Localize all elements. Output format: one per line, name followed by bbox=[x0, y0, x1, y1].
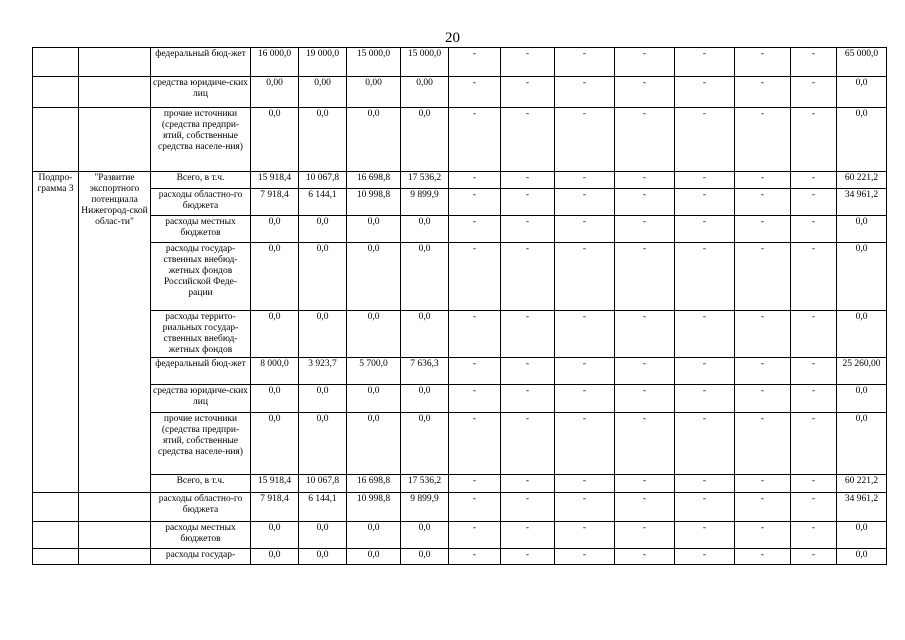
empty-year-cell: - bbox=[735, 385, 791, 413]
year-value-cell: 15 000,0 bbox=[347, 48, 401, 77]
empty-year-cell: - bbox=[555, 108, 615, 172]
empty-year-cell: - bbox=[555, 216, 615, 243]
year-value-cell: 0,0 bbox=[401, 216, 449, 243]
year-value-cell: 10 067,8 bbox=[299, 475, 347, 493]
year-value-cell: 0,0 bbox=[401, 385, 449, 413]
year-value-cell: 0,0 bbox=[347, 108, 401, 172]
empty-year-cell: - bbox=[555, 48, 615, 77]
empty-year-cell: - bbox=[735, 311, 791, 358]
empty-year-cell: - bbox=[615, 48, 675, 77]
page-number: 20 bbox=[445, 30, 460, 46]
empty-year-cell: - bbox=[501, 48, 555, 77]
table-row bbox=[33, 77, 887, 108]
empty-year-cell: - bbox=[449, 413, 501, 475]
program-name-cell bbox=[79, 108, 151, 172]
empty-year-cell: - bbox=[735, 413, 791, 475]
empty-year-cell: - bbox=[675, 493, 735, 522]
program-cell bbox=[33, 522, 79, 549]
empty-year-cell: - bbox=[501, 493, 555, 522]
empty-year-cell: - bbox=[675, 172, 735, 189]
table-row bbox=[33, 216, 887, 243]
program-name-cell bbox=[79, 522, 151, 549]
year-value-cell: 7 918,4 bbox=[251, 189, 299, 216]
empty-year-cell: - bbox=[675, 522, 735, 549]
year-value-cell: 0,0 bbox=[299, 522, 347, 549]
funding-source-cell: Всего, в т.ч. bbox=[151, 172, 251, 189]
table-row bbox=[33, 522, 887, 549]
funding-source-cell: расходы государ- bbox=[151, 549, 251, 565]
table-row bbox=[33, 385, 887, 413]
empty-year-cell: - bbox=[501, 172, 555, 189]
year-value-cell: 17 536,2 bbox=[401, 475, 449, 493]
year-value-cell: 0,0 bbox=[299, 243, 347, 311]
empty-year-cell: - bbox=[555, 549, 615, 565]
year-value-cell: 9 899,9 bbox=[401, 189, 449, 216]
total-cell: 0,0 bbox=[837, 522, 887, 549]
year-value-cell: 0,0 bbox=[299, 413, 347, 475]
empty-year-cell: - bbox=[449, 243, 501, 311]
empty-year-cell: - bbox=[791, 216, 837, 243]
empty-year-cell: - bbox=[735, 243, 791, 311]
year-value-cell: 0,0 bbox=[299, 549, 347, 565]
empty-year-cell: - bbox=[791, 549, 837, 565]
empty-year-cell: - bbox=[501, 475, 555, 493]
empty-year-cell: - bbox=[449, 311, 501, 358]
empty-year-cell: - bbox=[449, 493, 501, 522]
empty-year-cell: - bbox=[555, 522, 615, 549]
table-row bbox=[33, 549, 887, 565]
empty-year-cell: - bbox=[615, 413, 675, 475]
year-value-cell: 0,0 bbox=[401, 549, 449, 565]
total-cell: 34 961,2 bbox=[837, 493, 887, 522]
total-cell: 60 221,2 bbox=[837, 475, 887, 493]
empty-year-cell: - bbox=[735, 48, 791, 77]
program-cell bbox=[33, 493, 79, 522]
empty-year-cell: - bbox=[555, 413, 615, 475]
year-value-cell: 0,0 bbox=[347, 385, 401, 413]
empty-year-cell: - bbox=[675, 385, 735, 413]
year-value-cell: 0,0 bbox=[401, 311, 449, 358]
program-cell: Подпро-грамма 3 bbox=[33, 172, 79, 493]
empty-year-cell: - bbox=[615, 243, 675, 311]
program-name-cell bbox=[79, 493, 151, 522]
empty-year-cell: - bbox=[449, 48, 501, 77]
empty-year-cell: - bbox=[501, 77, 555, 108]
empty-year-cell: - bbox=[615, 172, 675, 189]
year-value-cell: 0,0 bbox=[401, 108, 449, 172]
empty-year-cell: - bbox=[675, 243, 735, 311]
empty-year-cell: - bbox=[791, 172, 837, 189]
empty-year-cell: - bbox=[791, 493, 837, 522]
empty-year-cell: - bbox=[615, 108, 675, 172]
empty-year-cell: - bbox=[675, 189, 735, 216]
empty-year-cell: - bbox=[735, 549, 791, 565]
year-value-cell: 7 636,3 bbox=[401, 358, 449, 385]
empty-year-cell: - bbox=[449, 549, 501, 565]
funding-source-cell: средства юридиче-ских лиц bbox=[151, 77, 251, 108]
empty-year-cell: - bbox=[501, 108, 555, 172]
empty-year-cell: - bbox=[615, 522, 675, 549]
empty-year-cell: - bbox=[791, 522, 837, 549]
year-value-cell: 10 067,8 bbox=[299, 172, 347, 189]
year-value-cell: 0,0 bbox=[401, 413, 449, 475]
total-cell: 0,0 bbox=[837, 216, 887, 243]
year-value-cell: 0,0 bbox=[251, 549, 299, 565]
year-value-cell: 0,0 bbox=[299, 385, 347, 413]
program-cell bbox=[33, 549, 79, 565]
year-value-cell: 7 918,4 bbox=[251, 493, 299, 522]
budget-table bbox=[32, 47, 887, 565]
funding-source-cell: прочие источники (средства предпри-ятий, собственные средства населе-ния) bbox=[151, 413, 251, 475]
empty-year-cell: - bbox=[791, 475, 837, 493]
empty-year-cell: - bbox=[735, 493, 791, 522]
empty-year-cell: - bbox=[615, 475, 675, 493]
empty-year-cell: - bbox=[449, 358, 501, 385]
table-row bbox=[33, 475, 887, 493]
year-value-cell: 0,0 bbox=[251, 385, 299, 413]
empty-year-cell: - bbox=[555, 311, 615, 358]
empty-year-cell: - bbox=[791, 189, 837, 216]
funding-source-cell: расходы государ-ственных внебюд-жетных фондов Российской Феде-рации bbox=[151, 243, 251, 311]
empty-year-cell: - bbox=[555, 358, 615, 385]
funding-source-cell: федеральный бюд-жет bbox=[151, 48, 251, 77]
empty-year-cell: - bbox=[449, 475, 501, 493]
empty-year-cell: - bbox=[735, 522, 791, 549]
table-row bbox=[33, 413, 887, 475]
empty-year-cell: - bbox=[735, 358, 791, 385]
empty-year-cell: - bbox=[675, 311, 735, 358]
year-value-cell: 0,0 bbox=[251, 413, 299, 475]
year-value-cell: 0,00 bbox=[251, 77, 299, 108]
year-value-cell: 15 918,4 bbox=[251, 475, 299, 493]
table-row bbox=[33, 358, 887, 385]
funding-source-cell: федеральный бюд-жет bbox=[151, 358, 251, 385]
year-value-cell: 6 144,1 bbox=[299, 493, 347, 522]
year-value-cell: 16 698,8 bbox=[347, 475, 401, 493]
year-value-cell: 0,0 bbox=[251, 216, 299, 243]
funding-source-cell: расходы местных бюджетов bbox=[151, 216, 251, 243]
total-cell: 0,0 bbox=[837, 385, 887, 413]
program-cell bbox=[33, 108, 79, 172]
year-value-cell: 5 700,0 bbox=[347, 358, 401, 385]
program-cell bbox=[33, 48, 79, 77]
empty-year-cell: - bbox=[735, 189, 791, 216]
table-row bbox=[33, 311, 887, 358]
empty-year-cell: - bbox=[449, 522, 501, 549]
year-value-cell: 9 899,9 bbox=[401, 493, 449, 522]
year-value-cell: 19 000,0 bbox=[299, 48, 347, 77]
year-value-cell: 0,00 bbox=[347, 77, 401, 108]
funding-source-cell: расходы областно-го бюджета bbox=[151, 189, 251, 216]
empty-year-cell: - bbox=[615, 77, 675, 108]
empty-year-cell: - bbox=[555, 475, 615, 493]
total-cell: 0,0 bbox=[837, 311, 887, 358]
year-value-cell: 0,0 bbox=[251, 311, 299, 358]
empty-year-cell: - bbox=[735, 108, 791, 172]
table-row bbox=[33, 172, 887, 189]
year-value-cell: 0,0 bbox=[251, 522, 299, 549]
year-value-cell: 0,0 bbox=[251, 108, 299, 172]
year-value-cell: 16 000,0 bbox=[251, 48, 299, 77]
year-value-cell: 0,0 bbox=[299, 311, 347, 358]
empty-year-cell: - bbox=[449, 108, 501, 172]
empty-year-cell: - bbox=[675, 413, 735, 475]
empty-year-cell: - bbox=[675, 358, 735, 385]
year-value-cell: 0,0 bbox=[299, 216, 347, 243]
empty-year-cell: - bbox=[501, 358, 555, 385]
year-value-cell: 0,0 bbox=[347, 549, 401, 565]
total-cell: 34 961,2 bbox=[837, 189, 887, 216]
year-value-cell: 3 923,7 bbox=[299, 358, 347, 385]
table-row bbox=[33, 243, 887, 311]
year-value-cell: 15 000,0 bbox=[401, 48, 449, 77]
empty-year-cell: - bbox=[501, 522, 555, 549]
empty-year-cell: - bbox=[449, 216, 501, 243]
empty-year-cell: - bbox=[615, 493, 675, 522]
year-value-cell: 0,0 bbox=[299, 108, 347, 172]
empty-year-cell: - bbox=[449, 189, 501, 216]
empty-year-cell: - bbox=[449, 385, 501, 413]
year-value-cell: 0,0 bbox=[251, 243, 299, 311]
empty-year-cell: - bbox=[675, 475, 735, 493]
empty-year-cell: - bbox=[675, 48, 735, 77]
empty-year-cell: - bbox=[791, 48, 837, 77]
total-cell: 60 221,2 bbox=[837, 172, 887, 189]
year-value-cell: 0,00 bbox=[299, 77, 347, 108]
table-row bbox=[33, 48, 887, 77]
funding-source-cell: расходы областно-го бюджета bbox=[151, 493, 251, 522]
year-value-cell: 0,0 bbox=[347, 522, 401, 549]
year-value-cell: 0,0 bbox=[347, 311, 401, 358]
table-row bbox=[33, 108, 887, 172]
empty-year-cell: - bbox=[501, 413, 555, 475]
program-name-cell bbox=[79, 549, 151, 565]
empty-year-cell: - bbox=[501, 311, 555, 358]
empty-year-cell: - bbox=[615, 358, 675, 385]
total-cell: 25 260,00 bbox=[837, 358, 887, 385]
year-value-cell: 6 144,1 bbox=[299, 189, 347, 216]
program-name-cell bbox=[79, 48, 151, 77]
empty-year-cell: - bbox=[735, 475, 791, 493]
year-value-cell: 0,00 bbox=[401, 77, 449, 108]
funding-source-cell: средства юридиче-ских лиц bbox=[151, 385, 251, 413]
empty-year-cell: - bbox=[791, 108, 837, 172]
program-cell bbox=[33, 77, 79, 108]
empty-year-cell: - bbox=[735, 216, 791, 243]
empty-year-cell: - bbox=[791, 243, 837, 311]
empty-year-cell: - bbox=[555, 77, 615, 108]
empty-year-cell: - bbox=[555, 493, 615, 522]
year-value-cell: 0,0 bbox=[347, 413, 401, 475]
total-cell: 65 000,0 bbox=[837, 48, 887, 77]
empty-year-cell: - bbox=[501, 243, 555, 311]
year-value-cell: 0,0 bbox=[347, 243, 401, 311]
empty-year-cell: - bbox=[449, 77, 501, 108]
table-row bbox=[33, 189, 887, 216]
year-value-cell: 16 698,8 bbox=[347, 172, 401, 189]
total-cell: 0,0 bbox=[837, 413, 887, 475]
table-row bbox=[33, 493, 887, 522]
year-value-cell: 0,0 bbox=[347, 216, 401, 243]
empty-year-cell: - bbox=[791, 385, 837, 413]
total-cell: 0,0 bbox=[837, 549, 887, 565]
empty-year-cell: - bbox=[501, 385, 555, 413]
empty-year-cell: - bbox=[675, 108, 735, 172]
empty-year-cell: - bbox=[449, 172, 501, 189]
empty-year-cell: - bbox=[791, 413, 837, 475]
empty-year-cell: - bbox=[791, 358, 837, 385]
year-value-cell: 8 000,0 bbox=[251, 358, 299, 385]
program-name-cell: "Развитие экспортного потенциала Нижегород-ской облас-ти" bbox=[79, 172, 151, 493]
total-cell: 0,0 bbox=[837, 77, 887, 108]
empty-year-cell: - bbox=[555, 189, 615, 216]
year-value-cell: 0,0 bbox=[401, 243, 449, 311]
year-value-cell: 15 918,4 bbox=[251, 172, 299, 189]
year-value-cell: 0,0 bbox=[401, 522, 449, 549]
empty-year-cell: - bbox=[615, 216, 675, 243]
empty-year-cell: - bbox=[791, 77, 837, 108]
empty-year-cell: - bbox=[615, 385, 675, 413]
empty-year-cell: - bbox=[615, 311, 675, 358]
empty-year-cell: - bbox=[675, 216, 735, 243]
empty-year-cell: - bbox=[735, 172, 791, 189]
year-value-cell: 10 998,8 bbox=[347, 189, 401, 216]
empty-year-cell: - bbox=[735, 77, 791, 108]
year-value-cell: 10 998,8 bbox=[347, 493, 401, 522]
empty-year-cell: - bbox=[501, 189, 555, 216]
program-name-cell bbox=[79, 77, 151, 108]
empty-year-cell: - bbox=[555, 243, 615, 311]
empty-year-cell: - bbox=[675, 549, 735, 565]
empty-year-cell: - bbox=[555, 385, 615, 413]
year-value-cell: 17 536,2 bbox=[401, 172, 449, 189]
funding-source-cell: расходы террито-риальных государ-ственных внебюд-жетных фондов bbox=[151, 311, 251, 358]
empty-year-cell: - bbox=[615, 189, 675, 216]
empty-year-cell: - bbox=[615, 549, 675, 565]
empty-year-cell: - bbox=[791, 311, 837, 358]
funding-source-cell: расходы местных бюджетов bbox=[151, 522, 251, 549]
total-cell: 0,0 bbox=[837, 108, 887, 172]
funding-source-cell: прочие источники (средства предпри-ятий, собственные средства населе-ния) bbox=[151, 108, 251, 172]
total-cell: 0,0 bbox=[837, 243, 887, 311]
empty-year-cell: - bbox=[555, 172, 615, 189]
empty-year-cell: - bbox=[501, 216, 555, 243]
funding-source-cell: Всего, в т.ч. bbox=[151, 475, 251, 493]
empty-year-cell: - bbox=[501, 549, 555, 565]
empty-year-cell: - bbox=[675, 77, 735, 108]
